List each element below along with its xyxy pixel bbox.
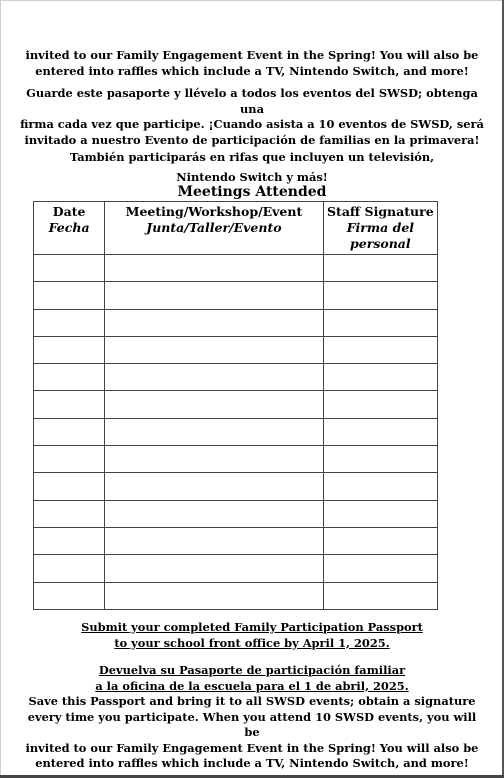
date-cell[interactable]	[34, 336, 105, 363]
date-cell[interactable]	[34, 582, 105, 609]
meeting-cell[interactable]	[105, 500, 324, 527]
signature-cell[interactable]	[323, 555, 437, 582]
date-cell[interactable]	[34, 446, 105, 473]
intro-english-tail	[20, 48, 484, 79]
table-row	[34, 418, 438, 445]
signature-cell[interactable]	[323, 500, 437, 527]
table-header-row	[34, 202, 438, 255]
date-cell[interactable]	[34, 500, 105, 527]
meeting-cell[interactable]	[105, 364, 324, 391]
meeting-cell[interactable]	[105, 555, 324, 582]
meeting-cell[interactable]	[105, 473, 324, 500]
table-row	[34, 582, 438, 609]
meeting-cell[interactable]	[105, 446, 324, 473]
meeting-cell[interactable]	[105, 527, 324, 554]
table-row	[34, 555, 438, 582]
table-row	[34, 336, 438, 363]
meeting-cell[interactable]	[105, 582, 324, 609]
signature-cell[interactable]	[323, 309, 437, 336]
text-line: Devuelva su Pasaporte de participación familiar	[98, 663, 406, 677]
meetings-table	[33, 201, 438, 610]
header-label-es: Fecha	[48, 220, 90, 235]
date-cell[interactable]	[34, 527, 105, 554]
date-cell[interactable]	[34, 418, 105, 445]
header-date	[34, 202, 105, 255]
intro-spanish	[20, 86, 484, 185]
signature-cell[interactable]	[323, 473, 437, 500]
text-line: a la oficina de la escuela para el 1 de abril, 2025.	[95, 678, 409, 693]
text-line: entered into raffles which include a TV, Nintendo Switch, and more!	[35, 63, 469, 78]
text-line: Guarde este pasaporte y llévelo a todos los eventos del SWSD; obtenga una	[26, 86, 478, 116]
signature-cell[interactable]	[323, 336, 437, 363]
table-row	[34, 282, 438, 309]
page-border-top	[0, 0, 504, 1]
date-cell[interactable]	[34, 364, 105, 391]
header-label-es: Firma del personal	[346, 220, 415, 251]
header-label-en: Date	[52, 204, 86, 219]
page-border-left	[0, 0, 1, 778]
meeting-cell[interactable]	[105, 282, 324, 309]
date-cell[interactable]	[34, 282, 105, 309]
text-line: invitado a nuestro Evento de participación de familias en la primavera!	[24, 132, 480, 147]
signature-cell[interactable]	[323, 418, 437, 445]
text-line: Save this Passport and bring it to all SWSD events; obtain a signature	[28, 694, 476, 708]
table-row	[34, 364, 438, 391]
submit-spanish-and-closing	[20, 663, 484, 772]
meeting-cell[interactable]	[105, 309, 324, 336]
signature-cell[interactable]	[323, 527, 437, 554]
text-line: entered into raffles which include a TV, Nintendo Switch, and more!	[35, 756, 469, 770]
signature-cell[interactable]	[323, 582, 437, 609]
date-cell[interactable]	[34, 309, 105, 336]
table-row	[34, 446, 438, 473]
signature-cell[interactable]	[323, 282, 437, 309]
date-cell[interactable]	[34, 555, 105, 582]
text-line: Submit your completed Family Participation Passport	[81, 620, 423, 634]
header-label-es: Junta/Taller/Evento	[146, 220, 282, 235]
header-label-en: Meeting/Workshop/Event	[125, 204, 303, 219]
text-line: También participarás en rifas que incluyen un televisión,	[69, 150, 435, 164]
text-line: invited to our Family Engagement Event in the Spring! You will also be	[25, 48, 479, 62]
signature-cell[interactable]	[323, 255, 437, 282]
meeting-cell[interactable]	[105, 418, 324, 445]
signature-cell[interactable]	[323, 391, 437, 418]
date-cell[interactable]	[34, 391, 105, 418]
table-row	[34, 255, 438, 282]
text-line: to your school front office by April 1, 2025.	[114, 635, 390, 650]
table-row	[34, 391, 438, 418]
header-signature	[323, 202, 437, 255]
date-cell[interactable]	[34, 473, 105, 500]
header-meeting	[105, 202, 324, 255]
table-row	[34, 473, 438, 500]
date-cell[interactable]	[34, 255, 105, 282]
table-row	[34, 309, 438, 336]
text-line: every time you participate. When you attend 10 SWSD events, you will be	[27, 709, 477, 739]
header-label-en: Staff Signature	[327, 204, 434, 219]
text-line: firma cada vez que participe. ¡Cuando asista a 10 eventos de SWSD, será	[20, 117, 484, 131]
table-row	[34, 500, 438, 527]
text-line: invited to our Family Engagement Event in the Spring! You will also be	[25, 740, 479, 755]
text-line: Nintendo Switch y más!	[176, 169, 328, 184]
signature-cell[interactable]	[323, 364, 437, 391]
meeting-cell[interactable]	[105, 391, 324, 418]
meeting-cell[interactable]	[105, 255, 324, 282]
meeting-cell[interactable]	[105, 336, 324, 363]
table-title: Meetings Attended	[177, 184, 327, 200]
submit-english	[20, 620, 484, 651]
signature-cell[interactable]	[323, 446, 437, 473]
table-row	[34, 527, 438, 554]
